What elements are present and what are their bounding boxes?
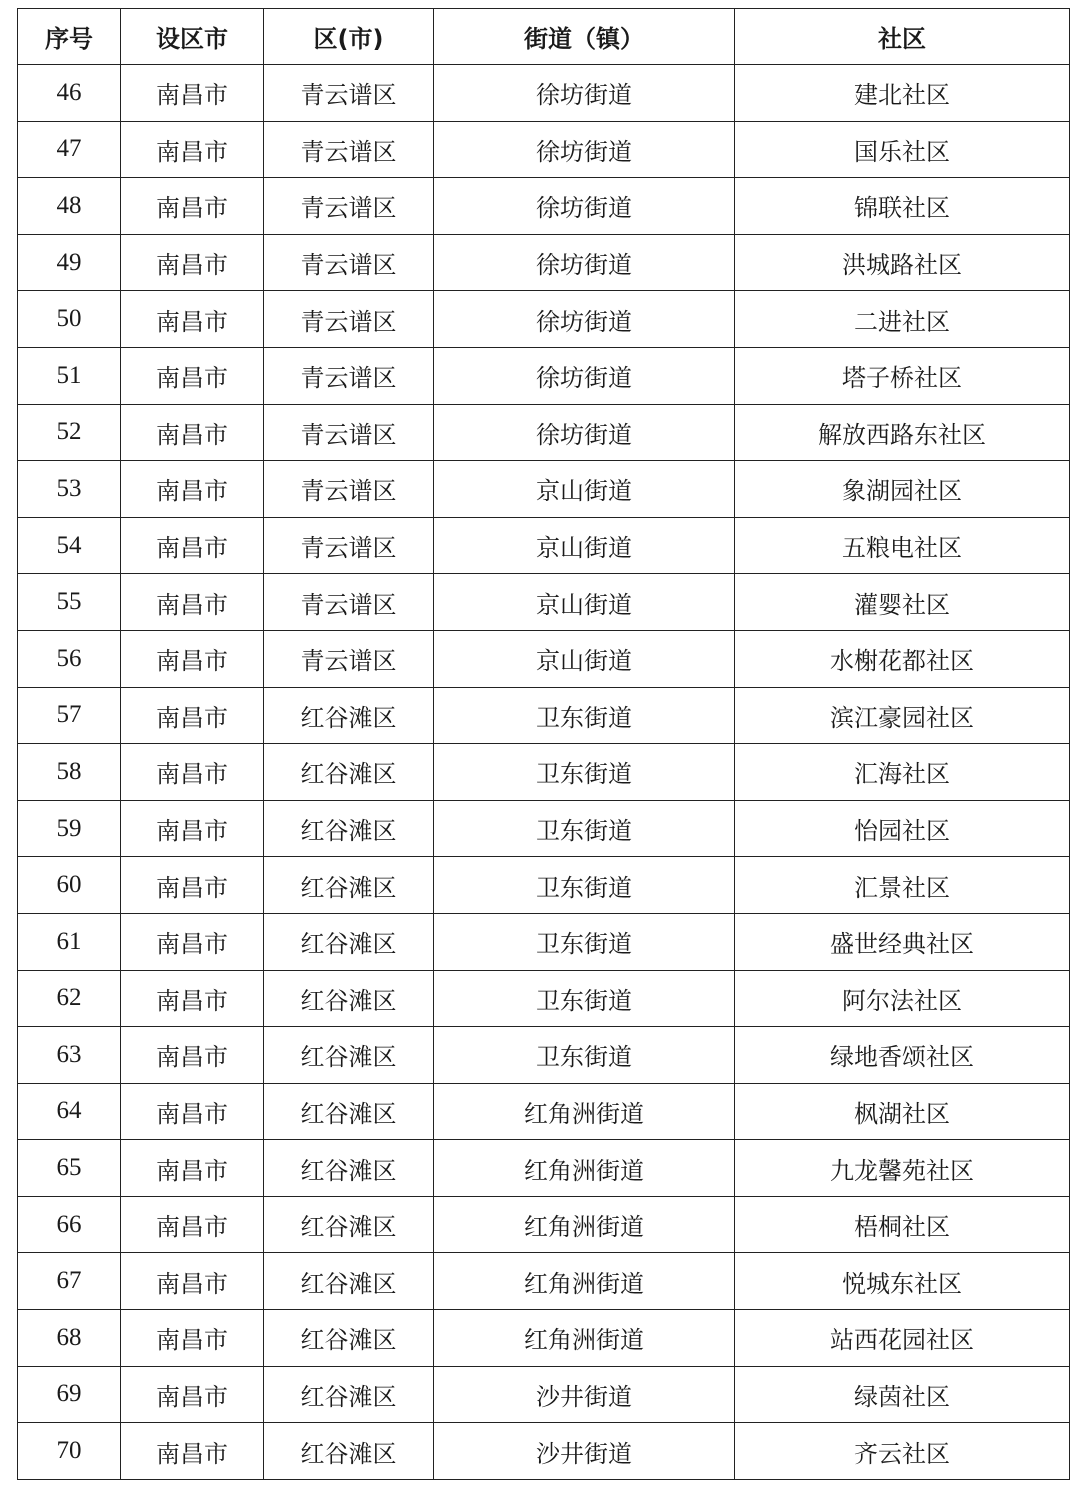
cell-street: 红角洲街道 <box>434 1196 735 1253</box>
cell-street: 徐坊街道 <box>434 234 735 291</box>
cell-index: 63 <box>18 1027 121 1084</box>
cell-city: 南昌市 <box>121 913 264 970</box>
cell-community: 九龙馨苑社区 <box>735 1140 1070 1197</box>
cell-city: 南昌市 <box>121 347 264 404</box>
cell-city: 南昌市 <box>121 121 264 178</box>
cell-index: 68 <box>18 1310 121 1367</box>
cell-district: 青云谱区 <box>264 461 434 518</box>
cell-street: 徐坊街道 <box>434 404 735 461</box>
cell-district: 红谷滩区 <box>264 1310 434 1367</box>
cell-district: 青云谱区 <box>264 65 434 122</box>
cell-index: 62 <box>18 970 121 1027</box>
cell-street: 卫东街道 <box>434 857 735 914</box>
cell-district: 红谷滩区 <box>264 1253 434 1310</box>
cell-community: 汇景社区 <box>735 857 1070 914</box>
cell-index: 56 <box>18 630 121 687</box>
cell-city: 南昌市 <box>121 1310 264 1367</box>
table-row <box>18 913 1070 970</box>
table-row <box>18 1083 1070 1140</box>
table-row <box>18 1253 1070 1310</box>
cell-index: 61 <box>18 913 121 970</box>
cell-city: 南昌市 <box>121 291 264 348</box>
cell-index: 55 <box>18 574 121 631</box>
cell-district: 红谷滩区 <box>264 913 434 970</box>
table-body <box>18 65 1070 1480</box>
cell-index: 48 <box>18 178 121 235</box>
cell-community: 盛世经典社区 <box>735 913 1070 970</box>
cell-city: 南昌市 <box>121 1027 264 1084</box>
cell-district: 红谷滩区 <box>264 687 434 744</box>
cell-index: 49 <box>18 234 121 291</box>
cell-city: 南昌市 <box>121 461 264 518</box>
table-row <box>18 347 1070 404</box>
cell-city: 南昌市 <box>121 65 264 122</box>
cell-district: 青云谱区 <box>264 178 434 235</box>
cell-index: 59 <box>18 800 121 857</box>
table-row <box>18 404 1070 461</box>
cell-community: 象湖园社区 <box>735 461 1070 518</box>
cell-district: 红谷滩区 <box>264 1423 434 1480</box>
cell-district: 红谷滩区 <box>264 1366 434 1423</box>
table-row <box>18 234 1070 291</box>
table-row <box>18 461 1070 518</box>
table-row <box>18 1027 1070 1084</box>
cell-community: 齐云社区 <box>735 1423 1070 1480</box>
cell-index: 66 <box>18 1196 121 1253</box>
header-street: 街道（镇） <box>434 9 735 65</box>
cell-index: 60 <box>18 857 121 914</box>
table-row <box>18 857 1070 914</box>
cell-community: 阿尔法社区 <box>735 970 1070 1027</box>
cell-street: 京山街道 <box>434 517 735 574</box>
cell-street: 京山街道 <box>434 630 735 687</box>
cell-street: 卫东街道 <box>434 1027 735 1084</box>
cell-street: 沙井街道 <box>434 1423 735 1480</box>
table-row <box>18 65 1070 122</box>
cell-district: 红谷滩区 <box>264 800 434 857</box>
table-row <box>18 744 1070 801</box>
cell-community: 站西花园社区 <box>735 1310 1070 1367</box>
cell-district: 红谷滩区 <box>264 970 434 1027</box>
cell-index: 51 <box>18 347 121 404</box>
cell-city: 南昌市 <box>121 857 264 914</box>
cell-community: 洪城路社区 <box>735 234 1070 291</box>
cell-district: 青云谱区 <box>264 234 434 291</box>
cell-index: 58 <box>18 744 121 801</box>
cell-index: 67 <box>18 1253 121 1310</box>
cell-community: 五粮电社区 <box>735 517 1070 574</box>
cell-index: 65 <box>18 1140 121 1197</box>
cell-community: 锦联社区 <box>735 178 1070 235</box>
cell-index: 70 <box>18 1423 121 1480</box>
cell-index: 69 <box>18 1366 121 1423</box>
cell-community: 怡园社区 <box>735 800 1070 857</box>
cell-city: 南昌市 <box>121 1423 264 1480</box>
cell-street: 京山街道 <box>434 574 735 631</box>
cell-community: 建北社区 <box>735 65 1070 122</box>
cell-street: 徐坊街道 <box>434 65 735 122</box>
cell-community: 绿地香颂社区 <box>735 1027 1070 1084</box>
cell-community: 灌婴社区 <box>735 574 1070 631</box>
cell-city: 南昌市 <box>121 744 264 801</box>
cell-community: 滨江豪园社区 <box>735 687 1070 744</box>
cell-district: 青云谱区 <box>264 630 434 687</box>
cell-community: 塔子桥社区 <box>735 347 1070 404</box>
cell-district: 红谷滩区 <box>264 857 434 914</box>
cell-district: 青云谱区 <box>264 347 434 404</box>
table-row <box>18 1310 1070 1367</box>
cell-index: 52 <box>18 404 121 461</box>
cell-community: 梧桐社区 <box>735 1196 1070 1253</box>
cell-community: 国乐社区 <box>735 121 1070 178</box>
cell-street: 红角洲街道 <box>434 1140 735 1197</box>
table-row <box>18 178 1070 235</box>
cell-district: 青云谱区 <box>264 517 434 574</box>
cell-community: 绿茵社区 <box>735 1366 1070 1423</box>
table-row <box>18 687 1070 744</box>
cell-street: 红角洲街道 <box>434 1253 735 1310</box>
cell-street: 徐坊街道 <box>434 291 735 348</box>
cell-district: 红谷滩区 <box>264 1140 434 1197</box>
cell-community: 枫湖社区 <box>735 1083 1070 1140</box>
cell-city: 南昌市 <box>121 404 264 461</box>
cell-index: 64 <box>18 1083 121 1140</box>
cell-index: 54 <box>18 517 121 574</box>
cell-district: 红谷滩区 <box>264 744 434 801</box>
cell-city: 南昌市 <box>121 630 264 687</box>
cell-community: 汇海社区 <box>735 744 1070 801</box>
table-row <box>18 970 1070 1027</box>
cell-city: 南昌市 <box>121 800 264 857</box>
header-row <box>18 9 1070 65</box>
header-district: 区(市) <box>264 9 434 65</box>
cell-community: 水榭花都社区 <box>735 630 1070 687</box>
table-row <box>18 1423 1070 1480</box>
cell-street: 卫东街道 <box>434 744 735 801</box>
cell-city: 南昌市 <box>121 178 264 235</box>
table-row <box>18 1140 1070 1197</box>
cell-street: 徐坊街道 <box>434 121 735 178</box>
cell-index: 47 <box>18 121 121 178</box>
cell-city: 南昌市 <box>121 1083 264 1140</box>
cell-street: 红角洲街道 <box>434 1310 735 1367</box>
cell-city: 南昌市 <box>121 234 264 291</box>
cell-community: 二进社区 <box>735 291 1070 348</box>
table-row <box>18 800 1070 857</box>
cell-district: 红谷滩区 <box>264 1027 434 1084</box>
cell-index: 46 <box>18 65 121 122</box>
table-row <box>18 630 1070 687</box>
cell-district: 红谷滩区 <box>264 1083 434 1140</box>
table-row <box>18 291 1070 348</box>
cell-street: 徐坊街道 <box>434 178 735 235</box>
cell-street: 沙井街道 <box>434 1366 735 1423</box>
community-table <box>17 8 1070 1480</box>
cell-street: 徐坊街道 <box>434 347 735 404</box>
cell-index: 53 <box>18 461 121 518</box>
cell-district: 青云谱区 <box>264 404 434 461</box>
cell-city: 南昌市 <box>121 687 264 744</box>
cell-district: 青云谱区 <box>264 291 434 348</box>
cell-city: 南昌市 <box>121 970 264 1027</box>
cell-district: 青云谱区 <box>264 574 434 631</box>
cell-city: 南昌市 <box>121 574 264 631</box>
table-row <box>18 517 1070 574</box>
table-row <box>18 1196 1070 1253</box>
cell-city: 南昌市 <box>121 517 264 574</box>
cell-street: 卫东街道 <box>434 687 735 744</box>
cell-community: 悦城东社区 <box>735 1253 1070 1310</box>
table-row <box>18 574 1070 631</box>
cell-street: 卫东街道 <box>434 913 735 970</box>
cell-city: 南昌市 <box>121 1140 264 1197</box>
cell-index: 57 <box>18 687 121 744</box>
cell-street: 卫东街道 <box>434 800 735 857</box>
cell-district: 红谷滩区 <box>264 1196 434 1253</box>
cell-street: 红角洲街道 <box>434 1083 735 1140</box>
table-row <box>18 1366 1070 1423</box>
header-community: 社区 <box>735 9 1070 65</box>
header-index: 序号 <box>18 9 121 65</box>
header-city: 设区市 <box>121 9 264 65</box>
cell-city: 南昌市 <box>121 1366 264 1423</box>
cell-district: 青云谱区 <box>264 121 434 178</box>
table-row <box>18 121 1070 178</box>
cell-street: 卫东街道 <box>434 970 735 1027</box>
cell-index: 50 <box>18 291 121 348</box>
cell-street: 京山街道 <box>434 461 735 518</box>
cell-city: 南昌市 <box>121 1196 264 1253</box>
cell-city: 南昌市 <box>121 1253 264 1310</box>
cell-community: 解放西路东社区 <box>735 404 1070 461</box>
